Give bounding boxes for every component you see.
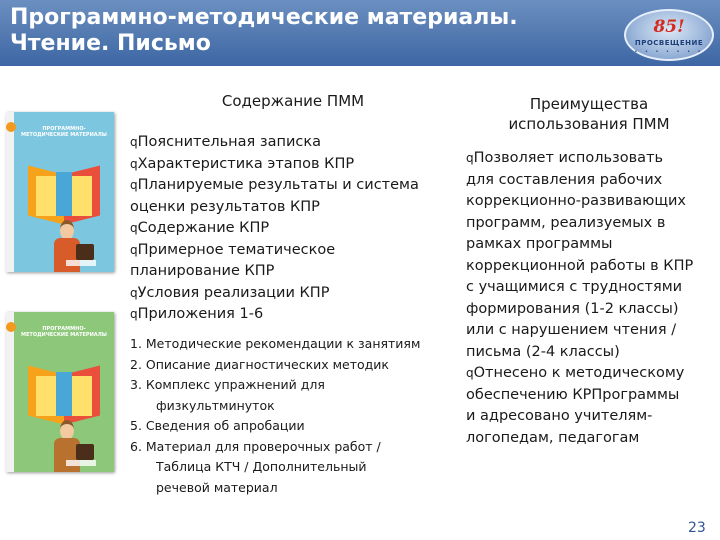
logo-text: ПРОСВЕЩЕНИЕ [634, 39, 704, 47]
list-item-continuation: письма (2-4 классы) [466, 343, 620, 360]
bullet-icon: q [130, 307, 138, 321]
list-item: qПриложения 1-6 [130, 306, 264, 322]
list-item-continuation: с учащимися с трудностями [466, 279, 683, 295]
list-item-continuation: коррекционной работы в КПР [466, 257, 694, 274]
page-number: 23 [688, 520, 706, 536]
list-item: qУсловия реализации КПР [130, 284, 330, 301]
list-item-continuation: логопедам, педагогам [466, 429, 640, 446]
appendix-list [130, 334, 460, 498]
contents-list [130, 132, 460, 326]
appendix-item: 6. Материал для проверочных работ / [130, 438, 381, 454]
bullet-icon: q [130, 178, 138, 192]
slide-title [10, 5, 518, 57]
title-line-2: Чтение. Письмо [10, 31, 211, 56]
book-cover-reading [6, 112, 114, 272]
book-badge-icon [6, 322, 16, 332]
list-item-continuation: или с нарушением чтения / [466, 322, 677, 338]
logo-number: 85! [653, 17, 685, 37]
appendix-item-continuation: физкультминуток [156, 397, 275, 413]
bullet-icon: q [130, 242, 138, 257]
bag-illustration [76, 444, 94, 460]
publisher-mark [66, 460, 96, 466]
list-item-continuation: для составления рабочих [466, 171, 663, 188]
appendix-item: 1. Методические рекомендации к занятиям [130, 336, 421, 351]
advantages-list [466, 148, 718, 449]
appendix-item: 5. Сведения об апробации [130, 418, 305, 433]
bag-illustration [76, 244, 94, 260]
list-item: qСодержание КПР [130, 220, 270, 236]
list-item: qХарактеристика этапов КПР [130, 155, 355, 172]
advantages-heading: Преимущества использования ПММ [508, 95, 670, 133]
appendix-item-continuation: речевой материал [156, 479, 278, 495]
list-item: qПланируемые результаты и система [130, 177, 419, 193]
list-item: qПояснительная записка [130, 134, 321, 150]
list-item: qПримерное тематическое [130, 241, 336, 258]
bullet-icon: q [466, 151, 474, 165]
bullet-icon: q [130, 135, 138, 149]
bullet-icon: q [130, 285, 138, 300]
contents-heading: Содержание ПММ [221, 92, 365, 110]
list-item-continuation: рамках программы [466, 236, 613, 252]
title-bar [0, 0, 720, 66]
title-line-1: Программно-методические материалы. [10, 5, 518, 30]
list-item-continuation: программ, реализуемых в [466, 214, 666, 231]
open-book-illustration [28, 370, 100, 426]
bullet-icon: q [130, 156, 138, 171]
bullet-icon: q [466, 366, 474, 380]
book-cover-title: ПРОГРАММНО-МЕТОДИЧЕСКИЕ МАТЕРИАЛЫ [21, 326, 107, 338]
book-badge-icon [6, 122, 16, 132]
list-item-continuation: планирование КПР [130, 263, 275, 279]
list-item-continuation: оценки результатов КПР [130, 198, 320, 215]
appendix-item-continuation: Таблица КТЧ / Дополнительный [156, 459, 367, 474]
book-spine-strip [6, 112, 14, 272]
book-cover-writing [6, 312, 114, 472]
logo-dots: • • • • • • • [634, 49, 704, 55]
book-spine-strip [6, 312, 14, 472]
appendix-item: 2. Описание диагностических методик [130, 356, 389, 372]
list-item-continuation: и адресовано учителям- [466, 408, 653, 424]
book-cover-title: ПРОГРАММНО-МЕТОДИЧЕСКИЕ МАТЕРИАЛЫ [21, 126, 107, 138]
bullet-icon: q [130, 221, 138, 235]
publisher-mark [66, 260, 96, 266]
list-item-continuation: обеспечению КРПрограммы [466, 386, 680, 403]
list-item: qПозволяет использовать [466, 150, 664, 166]
list-item-continuation: формирования (1-2 классы) [466, 300, 679, 317]
prosveshchenie-logo [624, 9, 714, 61]
appendix-item: 3. Комплекс упражнений для [130, 377, 325, 392]
open-book-illustration [28, 170, 100, 226]
list-item: qОтнесено к методическому [466, 365, 685, 381]
list-item-continuation: коррекционно-развивающих [466, 193, 687, 209]
